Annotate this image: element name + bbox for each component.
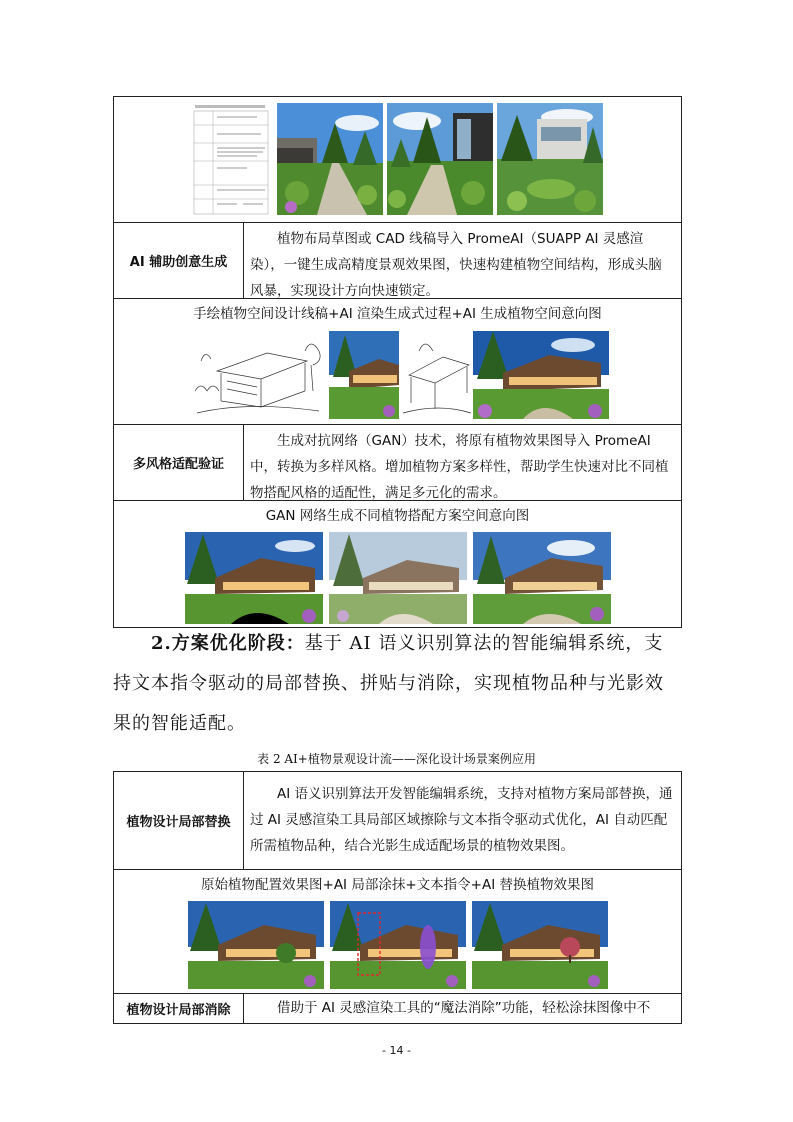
document-thumbnail	[193, 103, 269, 215]
garden-render-image-1	[277, 103, 383, 215]
gan-style-row	[114, 500, 681, 627]
row-label: 植物设计局部消除	[114, 994, 244, 1023]
line-sketch-image	[187, 331, 329, 419]
garden-render-image-2	[387, 103, 493, 215]
scheme-table-2	[113, 771, 682, 1024]
row-label: AI 辅助创意生成	[114, 223, 244, 298]
replaced-planting-image	[472, 901, 608, 989]
gan-style-image-2	[329, 532, 467, 624]
gan-style-image-3	[473, 532, 611, 624]
garden-render-image-3	[497, 103, 603, 215]
row-label: 多风格适配验证	[114, 425, 244, 500]
image-caption: 手绘植物空间设计线稿+AI 渲染生成式过程+AI 生成植物空间意向图	[193, 306, 602, 322]
section-2-paragraph	[113, 624, 682, 744]
row-description: 借助于 AI 灵感渲染工具的“魔法消除”功能，轻松涂抹图像中不	[277, 1000, 651, 1016]
image-caption: 原始植物配置效果图+AI 局部涂抹+文本指令+AI 替换植物效果图	[201, 877, 594, 893]
sketch-process-row	[114, 298, 681, 424]
page-number: - 14 -	[382, 1044, 411, 1057]
original-planting-image	[188, 901, 324, 989]
row-description: 生成对抗网络（GAN）技术，将原有植物效果图导入 PromeAI中，转换为多样风格。增加植物方案多样性，帮助学生快速对比不同植物搭配风格的适配性，满足多元化的需求。	[250, 433, 669, 501]
gan-style-image-1	[185, 532, 323, 624]
ai-render-image-1	[329, 331, 399, 419]
local-erase-row	[114, 993, 681, 1023]
section-2-body: 基于 AI 语义识别算法的智能编辑系统，支持文本指令驱动的局部替换、拼贴与消除，实现植物品种与光影效果的智能适配。	[113, 633, 664, 734]
table1-image-row	[114, 97, 681, 222]
ai-mask-image	[330, 901, 466, 989]
table-2-caption: 表 2 AI+植物景观设计流——深化设计场景案例应用	[257, 752, 536, 766]
row-label: 植物设计局部替换	[114, 772, 244, 869]
scheme-table-1	[113, 96, 682, 628]
row-description: 植物布局草图或 CAD 线稿导入 PromeAI（SUAPP AI 灵感渲染），一键生成高精度景观效果图，快速构建植物空间结构，形成头脑风暴，实现设计方向快速锁定。	[250, 231, 662, 299]
line-sketch-transition-image	[399, 331, 473, 419]
section-2-heading: 2.方案优化阶段：	[151, 633, 305, 654]
multi-style-row	[114, 424, 681, 500]
local-replace-row	[114, 772, 681, 869]
image-caption: GAN 网络生成不同植物搭配方案空间意向图	[265, 508, 530, 524]
replace-process-row	[114, 869, 681, 993]
row-description: AI 语义识别算法开发智能编辑系统，支持对植物方案局部替换，通过 AI 灵感渲染工具局部区域擦除与文本指令驱动式优化，AI 自动匹配所需植物品种，结合光影生成适配场景的植物效果图。	[250, 786, 673, 854]
ai-render-image-2	[473, 331, 609, 419]
ai-assist-row	[114, 222, 681, 298]
